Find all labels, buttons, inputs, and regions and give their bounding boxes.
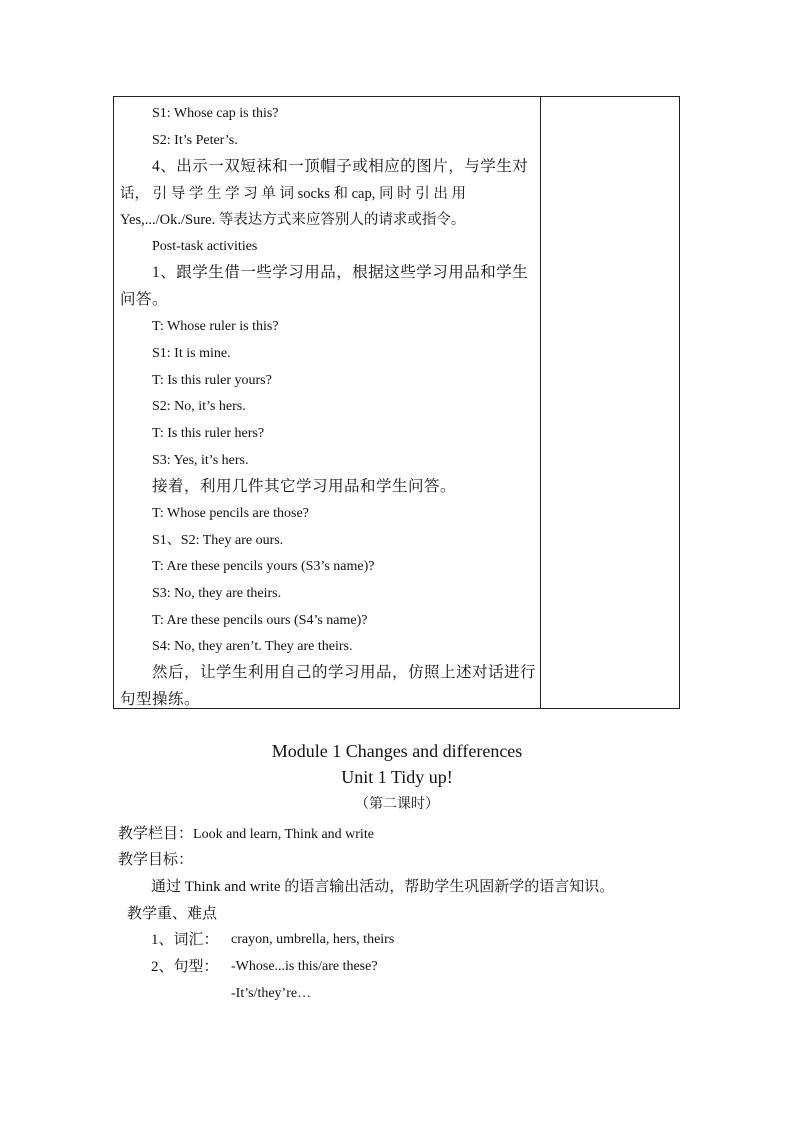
section-column-label: 教学栏目： xyxy=(118,826,194,842)
dialogue-line: S2: No, it’s hers. xyxy=(152,399,246,414)
instruction-line: Yes,.../Ok./Sure. 等表达方式来应答别人的请求或指令。 xyxy=(120,212,466,228)
dialogue-line: T: Whose pencils are those? xyxy=(152,506,309,521)
key-points-label: 教学重、难点 xyxy=(127,906,218,922)
dialogue-line: S1、S2: They are ours. xyxy=(152,533,284,548)
instruction-line: 句型操练。 xyxy=(120,691,201,708)
instruction-line: 问答。 xyxy=(120,291,169,308)
unit-title: Unit 1 Tidy up! xyxy=(341,767,453,787)
instruction-line: 4、出示一双短袜和一顶帽子或相应的图片，与学生对 xyxy=(152,158,529,175)
section-heading: Post-task activities xyxy=(152,239,258,254)
vocab-value: crayon, umbrella, hers, theirs xyxy=(231,932,395,947)
pattern-label: 2、句型： xyxy=(151,959,219,975)
instruction-line: 然后，让学生利用自己的学习用品，仿照上述对话进行 xyxy=(152,664,537,681)
dialogue-line: S4: No, they aren’t. They are theirs. xyxy=(152,639,353,654)
dialogue-line: T: Is this ruler yours? xyxy=(152,373,272,388)
pattern-value: -Whose...is this/are these? xyxy=(231,959,378,974)
instruction-line: 话， 引 导 学 生 学 习 单 词 socks 和 cap, 同 时 引 出 用 xyxy=(120,186,466,202)
section-column-value: Look and learn, Think and write xyxy=(193,827,374,842)
procedure-cell xyxy=(114,97,540,708)
pattern-value: -It’s/they’re… xyxy=(231,986,312,1001)
instruction-line: 1、跟学生借一些学习用品，根据这些学习用品和学生 xyxy=(152,264,529,281)
lesson-table xyxy=(113,96,680,709)
vocab-label: 1、词汇： xyxy=(151,932,219,948)
lesson-period: （第二课时） xyxy=(355,797,439,812)
column-divider xyxy=(540,97,541,708)
module-title: Module 1 Changes and differences xyxy=(271,741,523,761)
objectives-text: 通过 Think and write 的语言输出活动，帮助学生巩固新学的语言知识。 xyxy=(151,879,615,895)
dialogue-line: S3: No, they are theirs. xyxy=(152,586,282,601)
section-column-row xyxy=(118,825,374,844)
objectives-label: 教学目标： xyxy=(118,852,194,868)
instruction-line: 接着，利用几件其它学习用品和学生问答。 xyxy=(152,478,457,495)
dialogue-line: S1: It is mine. xyxy=(152,346,231,361)
dialogue-line: S2: It’s Peter’s. xyxy=(152,133,238,148)
dialogue-line: S3: Yes, it’s hers. xyxy=(152,453,249,468)
dialogue-line: T: Are these pencils ours (S4’s name)? xyxy=(152,613,368,628)
dialogue-line: T: Is this ruler hers? xyxy=(152,426,265,441)
dialogue-line: T: Whose ruler is this? xyxy=(152,319,279,334)
dialogue-line: T: Are these pencils yours (S3’s name)? xyxy=(152,559,375,574)
dialogue-line: S1: Whose cap is this? xyxy=(152,106,279,121)
